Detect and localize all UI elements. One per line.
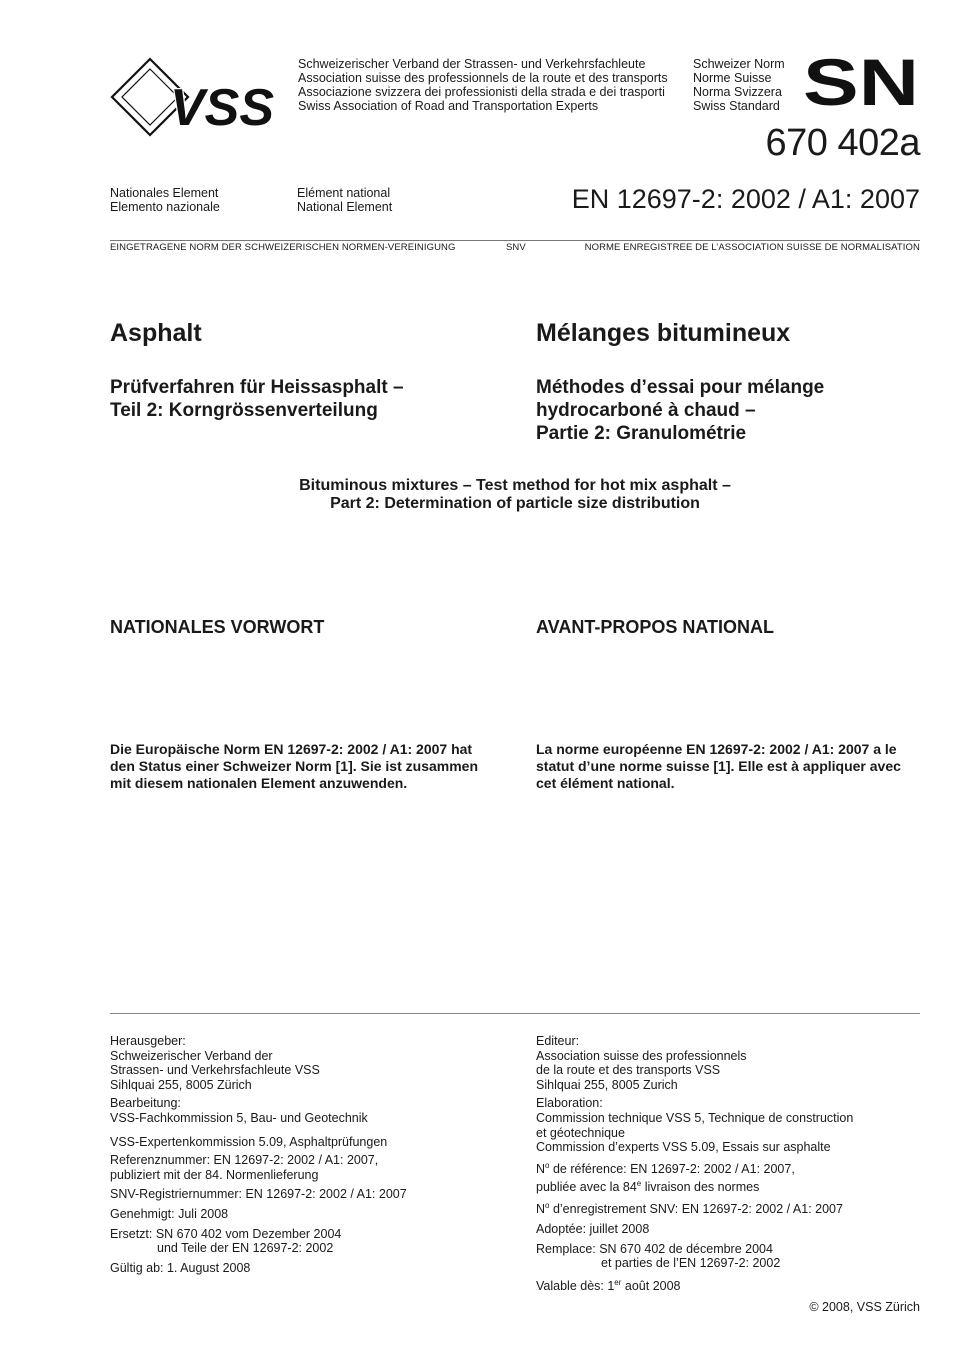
en-reference: EN 12697-2: 2002 / A1: 2007 <box>571 184 920 214</box>
element-labels-fr: Elément national National Element <box>297 186 393 214</box>
association-names: Schweizerischer Verband der Strassen- und Verkehrsfachleute Association suisse des professionnels de la route et des transports Associazione svizzera dei professionisti della strada e dei trasporti Swiss Association of Road and Transportation Experts <box>298 57 668 113</box>
registered-norm-de: EINGETRAGENE NORM DER SCHWEIZERISCHEN NORMEN-VEREINIGUNG <box>110 242 456 253</box>
registered-norm-fr: NORME ENREGISTREE DE L’ASSOCIATION SUISSE DE NORMALISATION <box>584 242 920 253</box>
sn-logo <box>802 55 920 109</box>
vss-logo <box>110 57 290 139</box>
title-en: Bituminous mixtures – Test method for hot mix asphalt – Part 2: Determination of particle size distribution <box>299 477 731 512</box>
svg-text:SN: SN <box>803 55 919 109</box>
subtitle-de: Prüfverfahren für Heissasphalt – Teil 2: Korngrössenverteilung <box>110 377 404 421</box>
imprint-fr: Editeur: Association suisse des professionnels de la route et des transports VSS Sihlquai 255, 8005 Zurich Elaboration: Commission technique VSS 5, Technique de construction et géotechnique Commission d’experts VSS 5.09, Essais sur asphalte $N^o$ de référence: EN 12697-2: 2002 / A1: 2007, publiée avec la 84e livraison des normes $N^o$ d’enregistrement SNV: EN 12697-2: 2002 / A1: 2007 Adoptée: juillet 2008 Remplace: SN 670 402 de décembre 2004 et parties de l’EN 12697-2: 2002 Valable dès: 1er août 2008 <box>536 1034 854 1293</box>
foreword-heading-de: NATIONALES VORWORT <box>110 617 325 637</box>
subtitle-fr: Méthodes d’essai pour mélange hydrocarboné à chaud – Partie 2: Granulométrie <box>536 377 825 444</box>
svg-text:VSS: VSS <box>169 79 275 137</box>
foreword-heading-fr: AVANT-PROPOS NATIONAL <box>536 617 774 637</box>
imprint-de: Herausgeber: Schweizerischer Verband der Strassen- und Verkehrsfachleute VSS Sihlquai 255, 8005 Zürich Bearbeitung: VSS-Fachkommission 5, Bau- und Geotechnik VSS-Expertenkommission 5.09, Asphaltprüfungen Referenznummer: EN 12697-2: 2002 / A1: 2007, publiziert mit der 84. Normenlieferung SNV-Registriernummer: EN 12697-2: 2002 / A1: 2007 Genehmigt: Juli 2008 Ersetzt: SN 670 402 vom Dezember 2004 und Teile der EN 12697-2: 2002 Gültig ab: 1. August 2008 <box>110 1034 407 1275</box>
registered-snv: SNV <box>506 242 526 253</box>
standard-names: Schweizer Norm Norme Suisse Norma Svizzera Swiss Standard <box>693 57 785 113</box>
foreword-text-de: Die Europäische Norm EN 12697-2: 2002 / A1: 2007 hat den Status einer Schweizer Norm [1]. Sie ist zusammen mit diesem nationalen Element anzuwenden. <box>110 741 478 791</box>
copyright: © 2008, VSS Zürich <box>809 1300 920 1314</box>
title-fr: Mélanges bitumineux <box>536 319 791 347</box>
document-number: 670 402a <box>765 122 920 164</box>
imprint-divider <box>110 1013 920 1014</box>
title-de: Asphalt <box>110 319 202 347</box>
foreword-text-fr: La norme européenne EN 12697-2: 2002 / A1: 2007 a le statut d’une norme suisse [1]. Elle est à appliquer avec cet élément national. <box>536 741 901 791</box>
element-labels-de: Nationales Element Elemento nazionale <box>110 186 220 214</box>
header-divider <box>110 240 920 241</box>
